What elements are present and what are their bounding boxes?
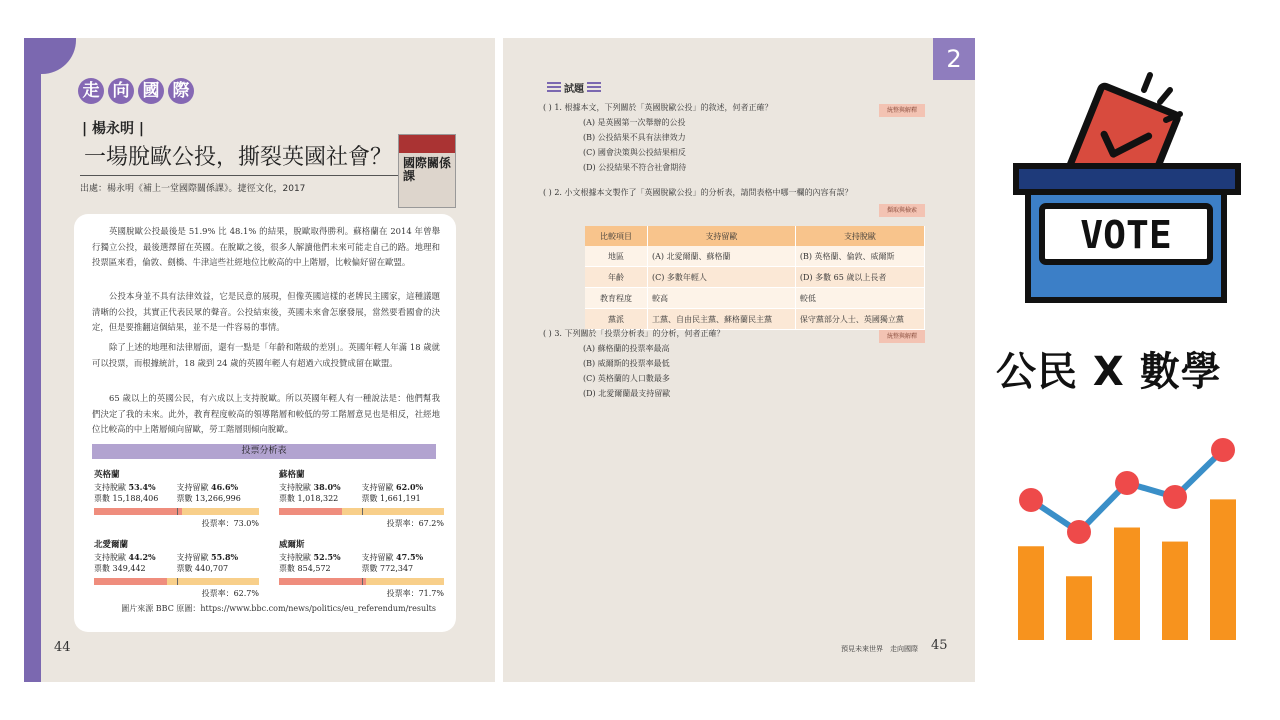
turnout-rate: 投票率：67.2% — [386, 519, 444, 528]
table-header-row — [585, 226, 925, 246]
table-cell: (A) 北愛爾蘭、蘇格蘭 — [648, 246, 796, 267]
region-england — [94, 468, 259, 529]
question-stem: ( ) 2. 小文根據本文製作了「英國脫歐公投」的分析表，請問表格中哪一欄的內容有誤？ — [543, 188, 853, 197]
remain-bar-segment — [167, 578, 259, 585]
table-cell: 較高 — [648, 288, 796, 309]
remain-bar-segment — [342, 508, 444, 515]
table-row — [585, 267, 925, 288]
vote-share-bar — [94, 578, 259, 585]
section-char: 向 — [108, 78, 134, 104]
chart-bar — [1210, 499, 1236, 640]
remain-votes: 1,661,191 — [380, 494, 421, 503]
remain-bar-segment — [366, 578, 444, 585]
vote-label-text: VOTE — [1080, 213, 1172, 257]
leave-percent: 52.5% — [313, 552, 341, 562]
answer-option: (B) 威爾斯的投票率最低 — [583, 359, 670, 368]
chapter-tab: 2 — [933, 38, 975, 80]
exam-heading — [547, 80, 601, 95]
answer-option: (C) 國會決策與公投結果相反 — [583, 148, 686, 157]
remain-percent: 47.5% — [396, 552, 424, 562]
section-char: 國 — [138, 78, 164, 104]
votes-label: 票數 — [176, 494, 193, 503]
turnout-rate: 投票率：71.7% — [386, 589, 444, 598]
exam-heading-text: 試題 — [564, 84, 584, 95]
question-stem: ( ) 1. 根據本文，下列關於「英國脫歐公投」的敘述，何者正確？ — [543, 103, 773, 112]
leave-label: 支持脫歐 — [279, 483, 311, 492]
table-header: 支持留歐 — [648, 226, 796, 246]
remain-label: 支持留歐 — [361, 483, 394, 492]
section-char: 走 — [78, 78, 104, 104]
image-credit: 圖片來源 BBC 原圖：https://www.bbc.com/news/politics/eu_referendum/results — [121, 604, 436, 613]
article-paragraph: 65 歲以上的英國公民，有六成以上支持脫歐。所以英國年輕人有一種說法是：他們幫我們決定了我的未來。此外，教育程度較高的領導階層和較低的勞工階層意見也是相反，社經地位比較高的中上階層傾向留歐，勞工階層則傾向脫歐。 — [92, 393, 440, 434]
remain-label: 支持留歐 — [176, 553, 209, 562]
left-page — [24, 38, 495, 682]
table-cell: 年齡 — [585, 267, 648, 288]
article-paragraph: 英國脫歐公投最後是 51.9% 比 48.1% 的結果，脫歐取得勝利。蘇格蘭在 2014 年曾舉行獨立公投，最後選擇留在英國。在脫歐之後，很多人解讀他們未來可能走自己的路。地理和投票區來看，倫敦、劍橋、牛津這些社經地位比較高的中上階層，比較偏好留在歐盟。 — [92, 226, 440, 267]
answer-option: (B) 公投結果不具有法律效力 — [583, 133, 686, 142]
remain-label: 支持留歐 — [361, 553, 394, 562]
table-cell: 保守黨部分人士、英國獨立黨 — [795, 309, 924, 330]
chart-bar — [1018, 546, 1044, 640]
table-cell: 工黨、自由民主黨、蘇格蘭民主黨 — [648, 309, 796, 330]
answer-option: (D) 公投結果不符合社會期待 — [583, 163, 687, 172]
article-title: 一場脫歐公投，撕裂英國社會？ — [84, 145, 393, 170]
leave-percent: 44.2% — [128, 552, 156, 562]
region-name: 英格蘭 — [94, 470, 120, 480]
line-bar-chart-icon — [1010, 435, 1246, 645]
chart-bar — [1162, 542, 1188, 640]
remain-votes: 772,347 — [380, 564, 414, 573]
book-cover-title: 國際關係課 — [403, 156, 452, 183]
remain-percent: 62.0% — [396, 482, 424, 492]
leave-percent: 53.4% — [128, 482, 156, 492]
table-cell: (C) 多數年輕人 — [648, 267, 796, 288]
table-row — [585, 288, 925, 309]
remain-votes: 440,707 — [195, 564, 229, 573]
table-header: 比較項目 — [585, 226, 648, 246]
chart-point — [1211, 438, 1235, 462]
section-char: 際 — [168, 78, 194, 104]
chart-point — [1019, 488, 1043, 512]
subject-title: 公民 X 數學 — [996, 349, 1222, 395]
answer-option: (D) 北愛爾蘭最支持留歐 — [583, 389, 671, 398]
skill-tag: 統整與解釋 — [879, 330, 925, 343]
table-header: 支持脫歐 — [795, 226, 924, 246]
region-name: 威爾斯 — [279, 540, 305, 550]
leave-bar-segment — [94, 508, 182, 515]
votes-label: 票數 — [279, 564, 295, 573]
title-underline — [80, 175, 398, 176]
book-cover-image — [398, 134, 456, 208]
votes-label: 票數 — [361, 494, 378, 503]
table-cell: 教育程度 — [585, 288, 648, 309]
stripe-decoration — [547, 82, 561, 93]
region-name: 北愛爾蘭 — [94, 540, 129, 550]
table-cell: 較低 — [795, 288, 924, 309]
corner-decoration — [24, 38, 76, 74]
leave-bar-segment — [94, 578, 167, 585]
turnout-rate: 投票率：73.0% — [201, 519, 259, 528]
region-scotland — [279, 468, 444, 529]
remain-votes: 13,266,996 — [195, 494, 241, 503]
vote-share-bar — [279, 508, 444, 515]
leave-votes: 15,188,406 — [112, 494, 159, 503]
table-cell: 黨派 — [585, 309, 648, 330]
article-paragraph: 公投本身並不具有法律效益，它是民意的展現，但像英國這樣的老牌民主國家，這種議題清晰的公投，其實正代表民眾的聲音。公投結束後，英國未來會怎麼發展，當然要看國會的決定，但是要推翻這個結果，並不是一件容易的事情。 — [92, 291, 440, 332]
votes-label: 票數 — [176, 564, 193, 573]
region-wales — [279, 538, 444, 599]
votes-label: 票數 — [361, 564, 378, 573]
leave-votes: 854,572 — [297, 564, 331, 573]
leave-bar-segment — [279, 578, 366, 585]
chart-point — [1067, 520, 1091, 544]
answer-option: (C) 英格蘭的人口數最多 — [583, 374, 670, 383]
chart-point — [1163, 485, 1187, 509]
skill-tag: 統整與解釋 — [879, 104, 925, 117]
table-cell: 地區 — [585, 246, 648, 267]
running-footer: 預見未來世界 走向國際 — [841, 645, 918, 653]
answer-option: (A) 蘇格蘭的投票率最高 — [583, 344, 670, 353]
leave-percent: 38.0% — [313, 482, 341, 492]
page-number: 44 — [54, 640, 71, 655]
chart-point — [1115, 471, 1139, 495]
page-edge-stripe — [24, 38, 41, 682]
vote-share-bar — [279, 578, 444, 585]
vote-chart-title: 投票分析表 — [92, 444, 436, 459]
remain-bar-segment — [182, 508, 259, 515]
question-2 — [543, 186, 943, 200]
article-paragraph: 除了上述的地理和法律層面，還有一點是「年齡和階級的差別」。英國年輕人年滿 18 歲就可以投票，而根據統計，18 歲到 24 歲的英國年輕人有超過六成投贊成留在歐盟。 — [92, 342, 440, 368]
leave-label: 支持脫歐 — [279, 553, 311, 562]
table-row — [585, 246, 925, 267]
remain-label: 支持留歐 — [176, 483, 209, 492]
vote-share-bar — [94, 508, 259, 515]
leave-votes: 1,018,322 — [297, 494, 339, 503]
votes-label: 票數 — [279, 494, 295, 503]
votes-label: 票數 — [94, 564, 110, 573]
question-stem: ( ) 3. 下列關於「投票分析表」的分析，何者正確？ — [543, 329, 725, 338]
author-name: | 楊永明 | — [82, 121, 144, 137]
remain-percent: 55.8% — [211, 552, 239, 562]
comparison-table — [585, 226, 925, 330]
turnout-rate: 投票率：62.7% — [201, 589, 259, 598]
table-cell: (D) 多數 65 歲以上長者 — [795, 267, 924, 288]
section-title-circles — [78, 78, 194, 104]
votes-label: 票數 — [94, 494, 110, 503]
region-name: 蘇格蘭 — [279, 470, 305, 480]
page-number: 45 — [931, 638, 948, 653]
right-page — [503, 38, 975, 682]
leave-label: 支持脫歐 — [94, 483, 126, 492]
region-northern-ireland — [94, 538, 259, 599]
stripe-decoration — [587, 82, 601, 93]
ballot-box-icon — [1010, 70, 1246, 305]
chart-bar — [1114, 528, 1140, 641]
leave-votes: 349,442 — [112, 564, 146, 573]
remain-percent: 46.6% — [211, 482, 239, 492]
chart-bar — [1066, 576, 1092, 640]
leave-bar-segment — [279, 508, 342, 515]
source-citation: 出處：楊永明《補上一堂國際關係課》。捷徑文化，2017 — [80, 184, 306, 194]
skill-tag: 擷取與檢索 — [879, 204, 925, 217]
answer-option: (A) 是英國第一次舉辦的公投 — [583, 118, 686, 127]
table-cell: (B) 英格蘭、倫敦、威爾斯 — [795, 246, 924, 267]
leave-label: 支持脫歐 — [94, 553, 126, 562]
